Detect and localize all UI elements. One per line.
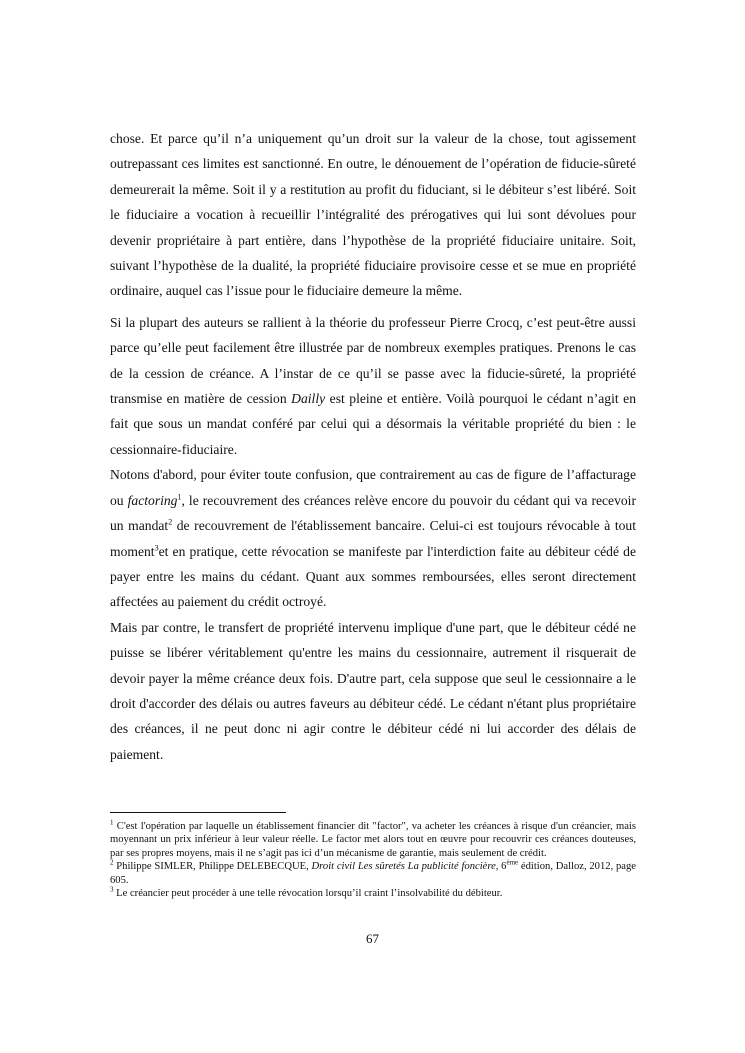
footnote-2-authors: Philippe SIMLER, Philippe DELEBECQUE, [113, 861, 312, 873]
paragraph-3-text-b: , le recouvrement des créances relève encore du pouvoir du cédant qui va recevoir un mandat [110, 492, 636, 534]
paragraph-2-text-a: Si la plupart des auteurs se rallient à la théorie du professeur Pierre Crocq, c’est peut-être aussi parce qu’elle peut facilement être illustrée par de nombreux exemples pratiques. Prenons le cas de la cession de créance. A l’instar de ce qu’il se passe avec la fiducie-sûreté, la propriété transmise en matière de cession [110, 314, 636, 407]
footnote-2-edition-sup: ème [506, 858, 519, 867]
footnote-2-mark: 2 [110, 858, 114, 867]
footnote-3-mark: 3 [110, 885, 114, 894]
paragraph-3-text-d: et en pratique, cette révocation se manifeste par l'interdiction faite au débiteur cédé de payer entre les mains du cédant. Quant aux sommes remboursées, elles seront directement affectées au paiement du crédit octroyé. [110, 543, 636, 610]
footnote-2-title: Droit civil Les sûretés La publicité foncière, [311, 861, 499, 873]
footnote-1 [110, 820, 636, 860]
body-text [110, 126, 636, 767]
footnote-2 [110, 860, 636, 887]
factoring-italic: factoring [127, 492, 178, 508]
paragraph-3 [110, 462, 636, 614]
footnote-3-text: Le créancier peut procéder à une telle révocation lorsqu’il craint l’insolvabilité du débiteur. [113, 888, 503, 900]
paragraph-3-text-c: de recouvrement de l'établissement bancaire. Celui-ci est toujours révocable à tout moment [110, 518, 636, 559]
footnote-ref-2[interactable]: 2 [168, 517, 173, 527]
paragraph-4: Mais par contre, le transfert de propriété intervenu implique d'une part, que le débiteur cédé ne puisse se libérer véritablement qu'entre les mains du cessionnaire, autrement il risquerait de devoir payer la même créance deux fois. D'autre part, cela suppose que seul le cessionnaire a le droit d'accorder des délais ou autres faveurs au débiteur cédé. Le cédant n'étant plus propriétaire des créances, il ne peut donc ni agir contre le débiteur cédé ni lui accorder des délais de paiement. [110, 619, 636, 762]
footnote-2-edition-number: 6 [498, 861, 507, 873]
page-number: 67 [366, 931, 379, 946]
footnotes [110, 820, 636, 900]
footnote-separator [110, 812, 286, 813]
footnote-3 [110, 887, 636, 900]
dailly-italic: Dailly [291, 391, 326, 407]
paragraph-2 [110, 310, 636, 462]
paragraph-3-text-a: Notons d'abord, pour éviter toute confusion, que contrairement au cas de figure de l’affacturage ou [110, 467, 636, 508]
paragraph-2-text-b: est pleine et entière. Voilà pourquoi le cédant n’agit en fait que sous un mandat conféré par celui qui a désormais la véritable propriété du bien : le cessionnaire-fiduciaire. [110, 391, 636, 457]
paragraph-1: chose. Et parce qu’il n’a uniquement qu’un droit sur la valeur de la chose, tout agissement outrepassant ces limites est sanctionné. En outre, le dénouement de l’opération de fiducie-sûreté demeurerait la même. Soit il y a restitution au profit du fiduciant, si le débiteur s’est libéré. Soit le fiduciaire a vocation à recueillir l’intégralité des prérogatives qui lui sont dévolues pour devenir propriétaire à part entière, dans l’hypothèse de la propriété fiduciaire unitaire. Soit, suivant l’hypothèse de la dualité, la propriété fiduciaire provisoire cesse et se mue en propriété ordinaire, auquel cas l’issue pour le fiduciaire demeure la même. [110, 131, 636, 299]
footnote-1-mark: 1 [110, 818, 114, 827]
footnote-ref-1[interactable]: 1 [177, 492, 182, 502]
footnote-ref-3[interactable]: 3 [154, 542, 159, 552]
footnote-2-rest: édition, Dalloz, 2012, page 605. [110, 861, 636, 886]
footnote-1-text: C'est l'opération par laquelle un établissement financier dit "factor", va acheter les créances à risque d'un créancier, mais moyennant un prix inférieur à leur valeur réelle. Le factor met alors tout en œuvre pour recouvrir ces créances douteuses, par ses propres moyens, mais il ne s’agit pas ici d’un mécanisme de garantie, mais seulement de crédit. [110, 821, 636, 859]
